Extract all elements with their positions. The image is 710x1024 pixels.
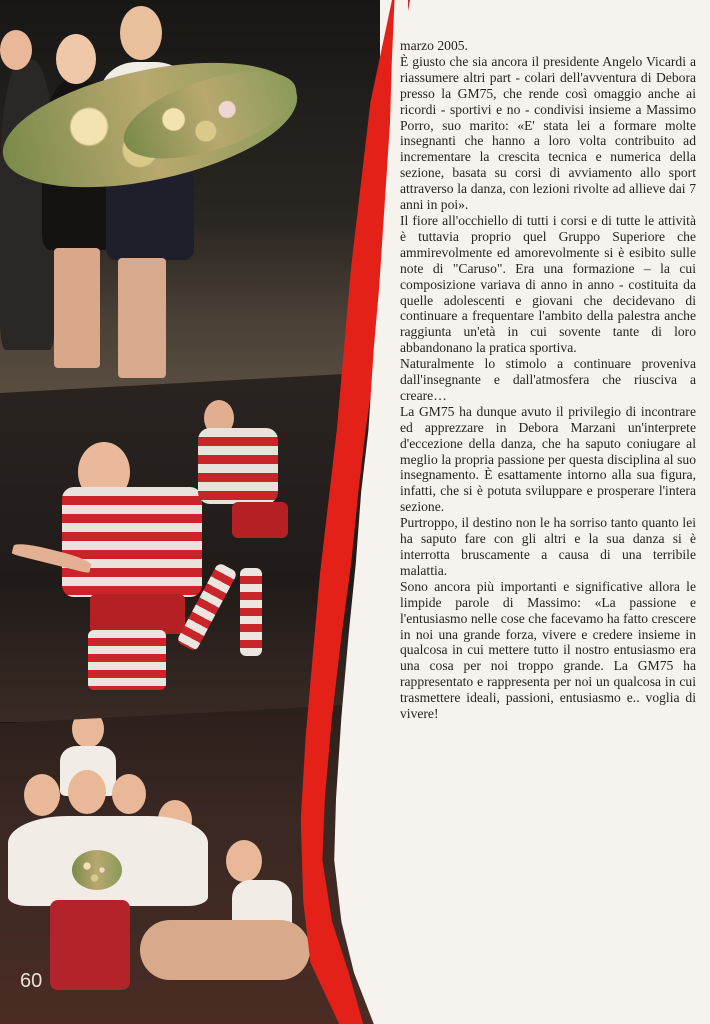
dancer-front-legs bbox=[88, 630, 166, 690]
girl-3-head bbox=[112, 774, 146, 814]
article-paragraph: La GM75 ha dunque avuto il privilegio di incontrare ed apprezzare in Debora Marzani un'interprete d'eccezione della danza, che ha saputo coniugare al meglio la propria passione per questa disciplina al suo insegnamento. È esattamente intorno alla sua figura, infatti, che si è potuta sviluppare e prosperare l'intera sezione. bbox=[400, 403, 696, 515]
dancer-front-shorts bbox=[90, 594, 185, 634]
woman-right-head bbox=[120, 6, 162, 60]
girl-1-head bbox=[24, 774, 60, 816]
article-paragraph: Naturalmente lo stimolo a continuare proveniva dall'insegnante e dall'atmosfera che riusciva a creare… bbox=[400, 356, 696, 403]
article-paragraph: Il fiore all'occhiello di tutti i corsi e di tutte le attività è tuttavia proprio quel Gruppo Superiore che ammirevolmente ed amorevolmente si è esibito sulle note di "Caruso". Era una formazione – la cui composizione variava di anno in anno - costituita da quelle adolescenti e giovani che decidevano di continuare a frequentare l'ambito della palestra anche raggiunta un'età in cui sovente tante di loro abbandonano la pratica sportiva. bbox=[400, 212, 696, 356]
girl-2-head bbox=[68, 770, 106, 814]
page-number: 60 bbox=[20, 970, 43, 992]
dancer-back-leg-right bbox=[240, 568, 262, 656]
dancer-back-top bbox=[198, 428, 278, 504]
girls-legs bbox=[140, 920, 310, 980]
girl-5-head bbox=[226, 840, 262, 882]
article-paragraph: marzo 2005. bbox=[400, 38, 468, 53]
small-bouquet bbox=[72, 850, 122, 890]
article-paragraph: Purtroppo, il destino non le ha sorriso tanto quanto lei ha saputo fare con gli altri e la sua danza si è interrotta bruscamente a causa di una terribile malattia. bbox=[400, 515, 696, 578]
woman-center-head bbox=[56, 34, 96, 84]
dancer-front-top bbox=[62, 487, 202, 597]
girl-red-trousers bbox=[50, 900, 130, 990]
woman-left-head bbox=[0, 30, 32, 70]
photo-award-ceremony bbox=[0, 0, 380, 400]
article-paragraph: Sono ancora più importanti e significative allora le limpide parole di Massimo: «La passione e l'entusiasmo nelle cose che facevamo ha fatto crescere in noi una grande forza, vivere e credere insieme in qualcosa in cui mettere tutto il nostro entusiasmo era una cosa per noi troppo grande. La GM75 ha rappresentato e rappresenta per noi un qualcosa in cui trasmettere ideali, passioni, entusiasmo e.. voglia di vivere! bbox=[400, 578, 696, 722]
legs-right bbox=[118, 258, 166, 378]
dancer-back-shorts bbox=[232, 502, 288, 538]
article-text-column bbox=[400, 38, 696, 722]
article-paragraph: È giusto che sia ancora il presidente Angelo Vicardi a riassumere altri part - colari dell'avventura di Debora presso la GM75, che rende così omaggio anche ai ricordi - sportivi e no - condivisi insieme a Massimo Porro, suo marito: «E' stata lei a formare molte insegnanti che hanno a loro volta contribuito ad incrementare la crescita tecnica e numerica della sezione, basata su corsi di avviamento allo sport attraverso la danza, con lezioni rivolte ad allieve dai 7 anni in poi». bbox=[400, 53, 696, 213]
legs-center bbox=[54, 248, 100, 368]
